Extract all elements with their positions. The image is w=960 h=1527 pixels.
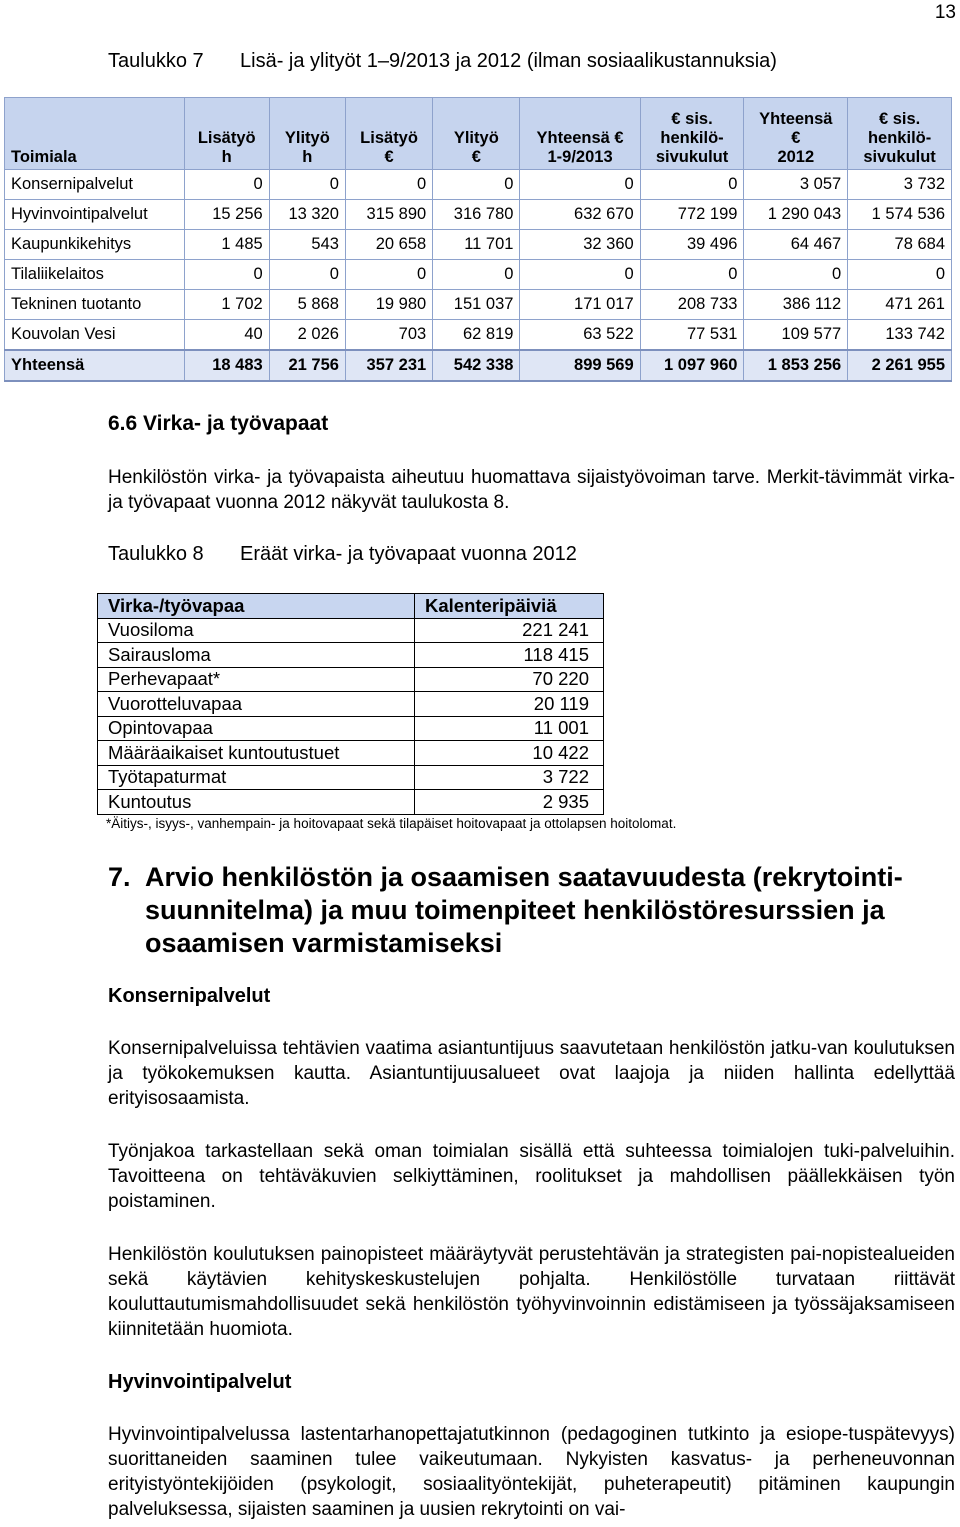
- col-header-line: Ylityö: [453, 129, 499, 147]
- col-header-line: Ylityö: [284, 129, 330, 147]
- leave-type: Työtapaturmat: [98, 765, 415, 790]
- row-label: Tilaliikelaitos: [5, 260, 185, 290]
- col-header-line: € sis.: [878, 110, 921, 128]
- row-label: Konsernipalvelut: [5, 170, 185, 200]
- table-cell: 19 980: [345, 290, 432, 320]
- table-cell: 0: [640, 260, 744, 290]
- table7-title: Lisä- ja ylityöt 1–9/2013 ja 2012 (ilman sosiaalikustannuksia): [240, 50, 777, 72]
- table8-caption: [108, 543, 577, 566]
- table-cell: 315 890: [345, 200, 432, 230]
- calendar-days: 221 241: [415, 618, 604, 643]
- table-cell: 77 531: [640, 320, 744, 351]
- table-row: [98, 716, 604, 741]
- table-cell: 0: [345, 260, 432, 290]
- table-cell: 899 569: [520, 350, 640, 381]
- table-cell: 0: [520, 260, 640, 290]
- col-header-line: Yhteensä: [759, 110, 833, 128]
- table-cell: 1 574 536: [848, 200, 952, 230]
- col-header: [345, 98, 432, 170]
- table-cell: 78 684: [848, 230, 952, 260]
- col-header: [433, 98, 520, 170]
- table-row: [5, 200, 952, 230]
- leave-type: Kuntoutus: [98, 790, 415, 815]
- table-row: [5, 170, 952, 200]
- table-cell: 133 742: [848, 320, 952, 351]
- konsernipalvelut-heading: Konsernipalvelut: [108, 985, 271, 1007]
- table-cell: 11 701: [433, 230, 520, 260]
- table-cell: 0: [433, 260, 520, 290]
- table-cell: 13 320: [269, 200, 345, 230]
- table-cell: 0: [184, 260, 269, 290]
- calendar-days: 3 722: [415, 765, 604, 790]
- calendar-days: 118 415: [415, 643, 604, 668]
- row-label: Hyvinvointipalvelut: [5, 200, 185, 230]
- table-row: [5, 320, 952, 351]
- col-header-line: Lisätyö: [360, 129, 418, 147]
- col-header-line: Lisätyö: [197, 129, 256, 147]
- table-cell: 3 732: [848, 170, 952, 200]
- table-cell: 15 256: [184, 200, 269, 230]
- calendar-days: 70 220: [415, 667, 604, 692]
- table-cell: 1 485: [184, 230, 269, 260]
- section-6-6-heading: 6.6 Virka- ja työvapaat: [108, 412, 329, 435]
- table-cell: 386 112: [744, 290, 848, 320]
- table-cell: 39 496: [640, 230, 744, 260]
- col-header-line: henkilö-: [867, 129, 932, 147]
- col-header-line: € sis.: [671, 110, 713, 128]
- calendar-days: 20 119: [415, 692, 604, 717]
- konsernipalvelut-p3: Henkilöstön koulutuksen painopisteet määräytyvät perustehtävän ja strategisten pai-nopistealueiden sekä käytävien kehityskeskustelujen pohjalta. Henkilöstölle turvataan riittävät kouluttautumismahdollisuudet sekä henkilöstön työhyvinvoinnin edistämiseen ja työssäjaksamiseen kiinnitetään huomiota.: [108, 1244, 955, 1340]
- table-cell: 63 522: [520, 320, 640, 351]
- table-row: [5, 260, 952, 290]
- table-cell: 0: [848, 260, 952, 290]
- table-cell: 32 360: [520, 230, 640, 260]
- table-row: [98, 765, 604, 790]
- table-cell: 1 097 960: [640, 350, 744, 381]
- col-header-days: Kalenteripäiviä: [415, 594, 604, 619]
- leave-type: Vuorotteluvapaa: [98, 692, 415, 717]
- table-row: [98, 618, 604, 643]
- table-row: [98, 790, 604, 815]
- table-cell: 64 467: [744, 230, 848, 260]
- col-header: [184, 98, 269, 170]
- table-row: [98, 741, 604, 766]
- table-header-row: [5, 98, 952, 170]
- table8-number: Taulukko 8: [108, 543, 204, 565]
- overtime-table: [4, 97, 952, 382]
- table-cell: 109 577: [744, 320, 848, 351]
- konsernipalvelut-p1: Konsernipalveluissa tehtävien vaatima asiantuntijuus saavutetaan henkilöstön jatku-van koulutuksen ja työkokemuksen kautta. Asiantuntijuusalueet ovat laajoja ja niiden hallinta edellyttää erityisosaamista.: [108, 1038, 955, 1109]
- table-cell: 0: [640, 170, 744, 200]
- col-header-line: €: [791, 129, 801, 147]
- table-cell: 1 853 256: [744, 350, 848, 381]
- table-cell: 542 338: [433, 350, 520, 381]
- table-cell: 208 733: [640, 290, 744, 320]
- hyvinvointipalvelut-p1: Hyvinvointipalvelussa lastentarhanopettajatutkinnon (pedagoginen tutkinto ja esiope-tuspätevyys) suorittaneiden saaminen tulee vaikeutumaan. Nykyisten kasvatus- ja perheneuvonnan erityistyöntekijöiden (psykologit, sosiaalityöntekijät, puheterapeutit) pitäminen kaupungin palveluksessa, sijaisten saaminen ja uusien rekrytointi on vai-: [108, 1424, 955, 1520]
- row-label: Kouvolan Vesi: [5, 320, 185, 351]
- col-header-line: sivukulut: [863, 148, 936, 166]
- col-header-line: 1-9/2013: [547, 148, 613, 166]
- col-header-line: €: [471, 148, 481, 166]
- table-cell: 2 026: [269, 320, 345, 351]
- table-row: [5, 230, 952, 260]
- col-header-line: henkilö-: [660, 129, 724, 147]
- table-cell: 1 290 043: [744, 200, 848, 230]
- table-cell: 543: [269, 230, 345, 260]
- table-cell: 0: [345, 170, 432, 200]
- col-header-line: Yhteensä €: [536, 129, 624, 147]
- table-header-row: [98, 594, 604, 619]
- col-header-leave-type: Virka-/työvapaa: [98, 594, 415, 619]
- section-7-title: Arvio henkilöstön ja osaamisen saatavuudesta (rekrytointi-suunnitelma) ja muu toimenpiteet henkilöstöresurssien ja osaamisen varmistamiseksi: [145, 862, 903, 958]
- col-header: [520, 98, 640, 170]
- table-cell: 2 261 955: [848, 350, 952, 381]
- calendar-days: 10 422: [415, 741, 604, 766]
- calendar-days: 11 001: [415, 716, 604, 741]
- table-cell: 0: [269, 170, 345, 200]
- table-row: [98, 667, 604, 692]
- table-cell: 0: [184, 170, 269, 200]
- leave-type: Vuosiloma: [98, 618, 415, 643]
- row-label: Tekninen tuotanto: [5, 290, 185, 320]
- table-cell: 316 780: [433, 200, 520, 230]
- table-cell: 471 261: [848, 290, 952, 320]
- col-header: [269, 98, 345, 170]
- leave-type: Sairausloma: [98, 643, 415, 668]
- table-cell: 0: [744, 260, 848, 290]
- table-row: [98, 692, 604, 717]
- table-cell: 0: [269, 260, 345, 290]
- table8-title: Eräät virka- ja työvapaat vuonna 2012: [240, 543, 577, 565]
- col-header-line: Toimiala: [11, 148, 77, 166]
- table-cell: 5 868: [269, 290, 345, 320]
- col-header: [744, 98, 848, 170]
- calendar-days: 2 935: [415, 790, 604, 815]
- table-cell: 3 057: [744, 170, 848, 200]
- col-header-line: 2012: [777, 148, 815, 166]
- col-header-line: h: [221, 148, 232, 166]
- table-cell: 171 017: [520, 290, 640, 320]
- section-6-6-paragraph: Henkilöstön virka- ja työvapaista aiheutuu huomattava sijaistyövoiman tarve. Merkit-tävimmät virka- ja työvapaat vuonna 2012 näkyvät taulukosta 8.: [108, 467, 955, 513]
- table7-caption: [108, 50, 777, 73]
- col-header-line: sivukulut: [655, 148, 729, 166]
- table-cell: 0: [520, 170, 640, 200]
- table-cell: 21 756: [269, 350, 345, 381]
- leave-type: Perhevapaat*: [98, 667, 415, 692]
- leave-type: Määräaikaiset kuntoutustuet: [98, 741, 415, 766]
- table-row: [98, 643, 604, 668]
- table-cell: 40: [184, 320, 269, 351]
- col-header: [640, 98, 744, 170]
- table-cell: 357 231: [345, 350, 432, 381]
- col-header-line: €: [384, 148, 394, 166]
- table-row: [5, 350, 952, 381]
- page-number: 13: [934, 2, 956, 23]
- table-cell: 0: [433, 170, 520, 200]
- leave-table: [97, 593, 604, 815]
- section-7-heading: [108, 861, 953, 960]
- col-header: [5, 98, 185, 170]
- row-label: Kaupunkikehitys: [5, 230, 185, 260]
- table-cell: 151 037: [433, 290, 520, 320]
- section-7-number: 7.: [108, 862, 131, 892]
- table-cell: 703: [345, 320, 432, 351]
- table-cell: 1 702: [184, 290, 269, 320]
- table8-footnote: *Äitiys-, isyys-, vanhempain- ja hoitovapaat sekä tilapäiset hoitovapaat ja ottolapsen hoitolomat.: [106, 816, 677, 831]
- col-header: [848, 98, 952, 170]
- table-cell: 632 670: [520, 200, 640, 230]
- konsernipalvelut-p2: Työnjakoa tarkastellaan sekä oman toimialan sisällä että suhteessa toimialojen tuki-palveluihin. Tavoitteena on tehtäväkuvien selkiyttäminen, roolitukset ja mahdollisen päällekkäisen työn poistaminen.: [108, 1141, 955, 1212]
- row-label: Yhteensä: [5, 350, 185, 381]
- table-cell: 772 199: [640, 200, 744, 230]
- table-cell: 20 658: [345, 230, 432, 260]
- col-header-line: h: [302, 148, 313, 166]
- table-cell: 18 483: [184, 350, 269, 381]
- leave-type: Opintovapaa: [98, 716, 415, 741]
- table-cell: 62 819: [433, 320, 520, 351]
- table-row: [5, 290, 952, 320]
- hyvinvointipalvelut-heading: Hyvinvointipalvelut: [108, 1371, 292, 1393]
- table7-number: Taulukko 7: [108, 50, 204, 72]
